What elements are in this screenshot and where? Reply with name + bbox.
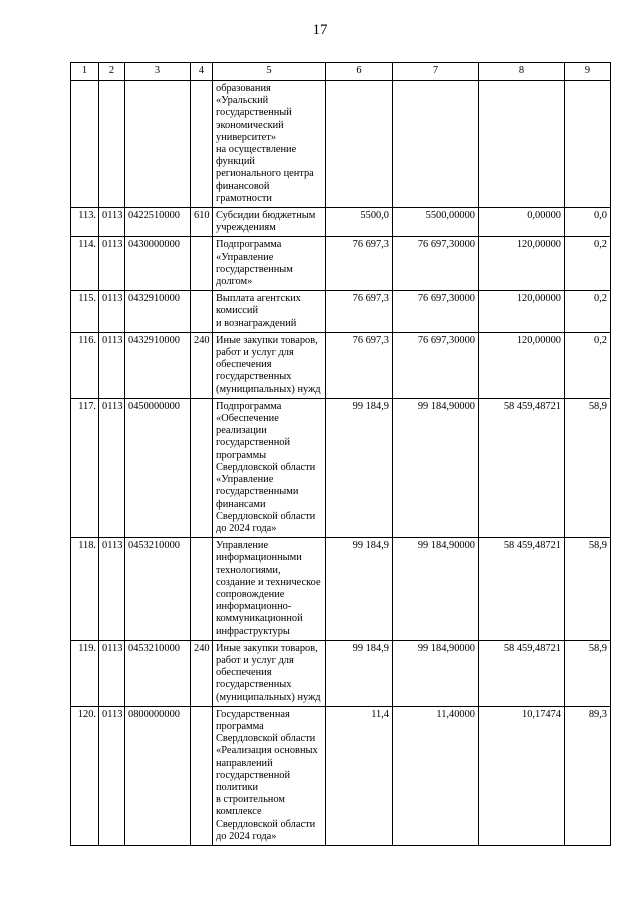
table-row: [71, 237, 611, 291]
table-row: [71, 81, 611, 208]
table-row: [71, 640, 611, 706]
expense-type-code: [191, 398, 213, 537]
row-number: 116.: [71, 332, 99, 398]
approved-amount: 76 697,30000: [393, 332, 479, 398]
executed-amount: 58 459,48721: [479, 538, 565, 641]
executed-amount: 58 459,48721: [479, 640, 565, 706]
table-row: [71, 398, 611, 537]
row-number: 120.: [71, 706, 99, 845]
plan-amount: 11,4: [326, 706, 393, 845]
row-number: 115.: [71, 291, 99, 333]
column-header: 3: [125, 63, 191, 81]
expense-type-code: [191, 706, 213, 845]
expense-type-code: 240: [191, 640, 213, 706]
target-code: 0800000000: [125, 706, 191, 845]
target-code: 0432910000: [125, 332, 191, 398]
section-code: 0113: [99, 706, 125, 845]
plan-amount: 99 184,9: [326, 398, 393, 537]
execution-percent: 58,9: [565, 640, 611, 706]
target-code: 0430000000: [125, 237, 191, 291]
column-header: 2: [99, 63, 125, 81]
section-code: 0113: [99, 640, 125, 706]
approved-amount: 11,40000: [393, 706, 479, 845]
approved-amount: 5500,00000: [393, 208, 479, 237]
row-number: 114.: [71, 237, 99, 291]
table-body: [71, 81, 611, 846]
execution-percent: [565, 81, 611, 208]
budget-table: [70, 62, 611, 846]
table-row: [71, 332, 611, 398]
plan-amount: 99 184,9: [326, 640, 393, 706]
item-name: Государственная программа Свердловской области «Реализация основных направлений государственной политики в строительном комплексе Свердловской области до 2024 года»: [213, 706, 326, 845]
execution-percent: 58,9: [565, 538, 611, 641]
target-code: 0432910000: [125, 291, 191, 333]
row-number: 119.: [71, 640, 99, 706]
column-header: 1: [71, 63, 99, 81]
approved-amount: 99 184,90000: [393, 640, 479, 706]
row-number: 118.: [71, 538, 99, 641]
expense-type-code: [191, 237, 213, 291]
plan-amount: 76 697,3: [326, 237, 393, 291]
execution-percent: 0,2: [565, 237, 611, 291]
table-row: [71, 706, 611, 845]
table-row: [71, 208, 611, 237]
target-code: 0453210000: [125, 640, 191, 706]
plan-amount: [326, 81, 393, 208]
plan-amount: 5500,0: [326, 208, 393, 237]
section-code: 0113: [99, 332, 125, 398]
item-name: Иные закупки товаров, работ и услуг для обеспечения государственных (муниципальных) нужд: [213, 640, 326, 706]
item-name: Подпрограмма «Обеспечение реализации государственной программы Свердловской области «Управление государственными финансами Свердловской области до 2024 года»: [213, 398, 326, 537]
target-code: [125, 81, 191, 208]
executed-amount: 0,00000: [479, 208, 565, 237]
section-code: [99, 81, 125, 208]
executed-amount: 58 459,48721: [479, 398, 565, 537]
column-header: 9: [565, 63, 611, 81]
section-code: 0113: [99, 398, 125, 537]
section-code: 0113: [99, 208, 125, 237]
target-code: 0453210000: [125, 538, 191, 641]
expense-type-code: [191, 291, 213, 333]
row-number: [71, 81, 99, 208]
column-header: 8: [479, 63, 565, 81]
row-number: 117.: [71, 398, 99, 537]
executed-amount: 120,00000: [479, 291, 565, 333]
execution-percent: 0,0: [565, 208, 611, 237]
executed-amount: 120,00000: [479, 332, 565, 398]
item-name: Выплата агентских комиссий и вознаграждений: [213, 291, 326, 333]
item-name: Подпрограмма «Управление государственным долгом»: [213, 237, 326, 291]
expense-type-code: [191, 81, 213, 208]
approved-amount: 76 697,30000: [393, 291, 479, 333]
approved-amount: 76 697,30000: [393, 237, 479, 291]
execution-percent: 89,3: [565, 706, 611, 845]
approved-amount: [393, 81, 479, 208]
table-row: [71, 291, 611, 333]
approved-amount: 99 184,90000: [393, 398, 479, 537]
column-header: 7: [393, 63, 479, 81]
column-header: 4: [191, 63, 213, 81]
column-header: 5: [213, 63, 326, 81]
column-header: 6: [326, 63, 393, 81]
header-row: [71, 63, 611, 81]
plan-amount: 99 184,9: [326, 538, 393, 641]
item-name: Управление информационными технологиями, создание и техническое сопровождение информационно- коммуникационной инфраструктуры: [213, 538, 326, 641]
executed-amount: 120,00000: [479, 237, 565, 291]
section-code: 0113: [99, 291, 125, 333]
item-name: образования «Уральский государственный экономический университет» на осуществление функций регионального центра финансовой грамотности: [213, 81, 326, 208]
expense-type-code: 240: [191, 332, 213, 398]
expense-type-code: 610: [191, 208, 213, 237]
row-number: 113.: [71, 208, 99, 237]
execution-percent: 58,9: [565, 398, 611, 537]
execution-percent: 0,2: [565, 332, 611, 398]
plan-amount: 76 697,3: [326, 291, 393, 333]
plan-amount: 76 697,3: [326, 332, 393, 398]
target-code: 0450000000: [125, 398, 191, 537]
section-code: 0113: [99, 237, 125, 291]
executed-amount: [479, 81, 565, 208]
expense-type-code: [191, 538, 213, 641]
execution-percent: 0,2: [565, 291, 611, 333]
approved-amount: 99 184,90000: [393, 538, 479, 641]
page-number: 17: [312, 22, 328, 38]
table-row: [71, 538, 611, 641]
item-name: Субсидии бюджетным учреждениям: [213, 208, 326, 237]
executed-amount: 10,17474: [479, 706, 565, 845]
item-name: Иные закупки товаров, работ и услуг для обеспечения государственных (муниципальных) нужд: [213, 332, 326, 398]
target-code: 0422510000: [125, 208, 191, 237]
section-code: 0113: [99, 538, 125, 641]
